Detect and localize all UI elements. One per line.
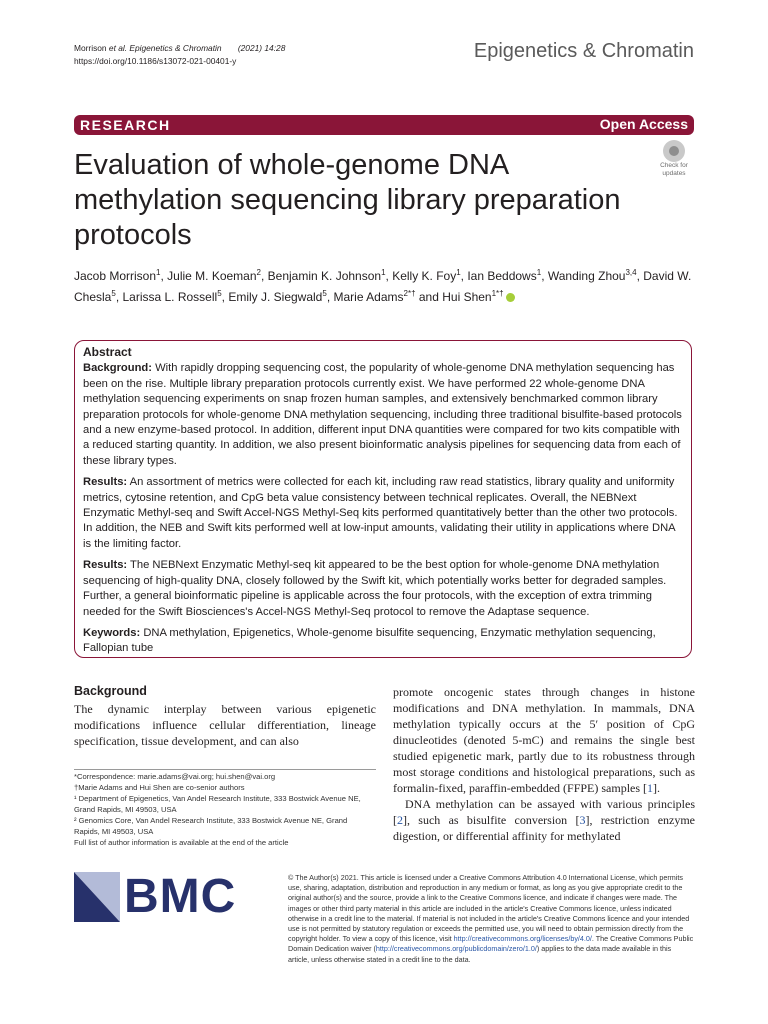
abstract-keywords: Keywords: DNA methylation, Epigenetics, Whole-genome bisulfite sequencing, Enzymatic methylation sequencing, Fallopian tube (83, 626, 656, 655)
author-name: Larissa L. Rossell (122, 290, 218, 304)
author-affiliation-marker: 1*† (491, 289, 504, 298)
author-name: Kelly K. Foy (392, 269, 457, 283)
author-affiliation-marker: 5 (322, 289, 327, 298)
author-separator: and (415, 290, 443, 304)
author-name: Ian Beddows (467, 269, 537, 283)
reference-link-2[interactable]: 2 (397, 813, 403, 827)
article-type-label: RESEARCH (80, 117, 171, 133)
article-type-banner (74, 115, 694, 135)
affiliation-1: ¹ Department of Epigenetics, Van Andel Research Institute, 333 Bostwick Avenue NE, Grand Rapids, MI 49503, USA (74, 794, 361, 814)
author-separator: , (636, 269, 644, 283)
author-name: Julie M. Koeman (167, 269, 257, 283)
author-separator: , (460, 269, 468, 283)
author-affiliation-marker: 1 (456, 268, 461, 277)
author-separator: , (160, 269, 168, 283)
bmc-logo-text: BMC (124, 870, 237, 923)
reference-link-3[interactable]: 3 (579, 813, 586, 827)
author-affiliation-marker: 2 (256, 268, 261, 277)
author-affiliation-marker: 1 (536, 268, 542, 277)
journal-name: Epigenetics & Chromatin (473, 40, 694, 62)
author-affiliation-marker: 5 (111, 289, 116, 298)
open-access-label: Open Access (599, 116, 688, 132)
license-link[interactable]: http://creativecommons.org/licenses/by/4.0/ (453, 934, 592, 944)
body-column-left: The dynamic interplay between various epigenetic modifications influence cellular differentiation, lineage specification, tissue development, and can also (74, 702, 376, 748)
article-title: Evaluation of whole-genome DNA methylation sequencing library preparation protocols (74, 149, 621, 251)
more-info-note: Full list of author information is available at the end of the article (74, 838, 289, 847)
citation-block (74, 42, 394, 68)
author-affiliation-marker: 1 (381, 268, 386, 277)
author-affiliation-marker: 3,4 (625, 268, 637, 277)
body-column-right (393, 684, 695, 844)
doi-link[interactable]: https://doi.org/10.1186/s13072-021-00401-y (74, 56, 237, 66)
abstract-box (74, 340, 692, 658)
author-name: Wanding Zhou (547, 269, 626, 283)
abstract-heading: Abstract (83, 345, 132, 359)
author-name: Benjamin K. Johnson (267, 269, 382, 283)
affiliation-2: ² Genomics Core, Van Andel Research Institute, 333 Bostwick Avenue NE, Grand Rapids, MI 49503, USA (74, 816, 348, 836)
citation-authors: Morrison (74, 43, 109, 53)
citation-journal: et al. Epigenetics & Chromatin (108, 43, 222, 53)
author-name: Jacob Morrison (74, 269, 157, 283)
author-separator: , (326, 290, 334, 304)
license-text: © The Author(s) 2021. This article is licensed under a Creative Commons Attribution 4.0 International License, which permits use, sharing, adaptation, distribution and reproduction in any medium or format, as long as you give appropriate credit to the original author(s) and the source, provide a link to the Creative Commons licence, and indicate if changes were made. The images or other third party material in this article are included in the article's Creative Commons licence, unless indicated otherwise in a credit line to the material. If material is not included in the article's Creative Commons licence and your intended use is not permitted by statutory regulation or exceeds the permitted use, you will need to obtain permission directly from the copyright holder. To view a copy of this licence, visit http://creativecommons.org/licenses/by/4.0/. The Creative Commons Public Domain Dedication waiver (http://creativecommons.org/publicdomain/zero/1.0/) applies to the data made available in this article, unless otherwise stated in a credit line to the data. (288, 873, 694, 964)
author-separator: , (115, 290, 123, 304)
orcid-icon[interactable] (506, 293, 515, 302)
author-name: Emily J. Siegwald (228, 290, 323, 304)
author-name: Hui Shen (442, 290, 492, 304)
cosenior-note: †Marie Adams and Hui Shen are co-senior authors (74, 783, 245, 792)
author-name: Marie Adams (333, 290, 404, 304)
author-name: David W. Chesla (74, 269, 692, 304)
author-affiliation-marker: 2*† (403, 289, 416, 298)
check-for-updates-badge[interactable] (652, 140, 696, 180)
author-separator: , (385, 269, 393, 283)
reference-link-1[interactable]: 1 (647, 781, 654, 795)
body-paragraph-2: DNA methylation can be assayed with various principles [2], such as bisulfite conversion [3], restriction enzyme digestion, or differential affinity for methylated (393, 797, 696, 843)
citation-year: (2021) 14:28 (237, 43, 286, 53)
check-updates-label: Check for updates (660, 162, 688, 177)
author-separator: , (541, 269, 548, 283)
abstract-background: Background: With rapidly dropping sequencing cost, the popularity of whole-genome DNA methylation sequencing has been on the rise. Multiple library preparation protocols currently exist. We have performed 22 whole-genome DNA methylation sequencing experiments on snap frozen human samples, and extensively benchmarked common library preparation protocols for whole-genome DNA methylation sequencing, including three traditional bisulfite-based protocols and a new enzyme-based protocol. In addition, different input DNA quantities were compared for two kits compatible with a reduced starting quantity. In addition, we also present bioinformatic analysis pipelines for sequencing data from each of these library types. (83, 362, 682, 467)
public-domain-link[interactable]: http://creativecommons.org/publicdomain/zero/1.0/ (375, 944, 537, 954)
author-affiliation-marker: 1 (156, 268, 161, 277)
author-affiliation-marker: 5 (217, 289, 222, 298)
author-separator: , (221, 290, 229, 304)
abstract-results: Results: An assortment of metrics were collected for each kit, including raw read statistics, library quality and uniformity metrics, cytosine retention, and CpG beta value consistency between technical replicates. Overall, the NEBNext Enzymatic Methyl-seq and Swift Accel-NGS Methyl-Seq kits performed quantitatively better than the other two protocols. In addition, the NEB and Swift kits performed well at low-input amounts, validating their utility in applications where DNA is the limiting factor. (83, 476, 678, 550)
bmc-logo-mark-icon (74, 872, 120, 922)
abstract-conclusions: Results: The NEBNext Enzymatic Methyl-seq kit appeared to be the best option for whole-genome DNA methylation sequencing of high-quality DNA, closely followed by the Swift kit, which potentially works better for degraded samples. Further, a general bioinformatic pipeline is applicable across the four protocols, with the exception of extra trimming needed for the Swift Biosciences's Accel-NGS Methyl-Seq protocol to remove the Adaptase sequence. (83, 559, 667, 618)
citation-line (74, 42, 394, 55)
author-separator: , (260, 269, 268, 283)
footnote-divider (74, 769, 376, 770)
section-heading-background: Background (74, 684, 147, 698)
correspondence-note[interactable]: *Correspondence: marie.adams@vai.org; hui.shen@vai.org (74, 772, 276, 781)
footnotes (74, 771, 374, 848)
bmc-logo (74, 870, 237, 923)
body-paragraph-1: promote oncogenic states through changes in histone modifications and DNA methylation. In mammals, DNA methylation typically occurs at the 5′ position of CpG dinucleotides (denoted 5-mC) and remains the single best studied epigenetic mark, partly due to its robustness through most storage conditions and histological preparations, such as formalin-fixed, paraffin-embedded (FFPE) samples [1]. (393, 685, 695, 795)
author-list (74, 264, 699, 306)
check-updates-icon (663, 140, 685, 162)
